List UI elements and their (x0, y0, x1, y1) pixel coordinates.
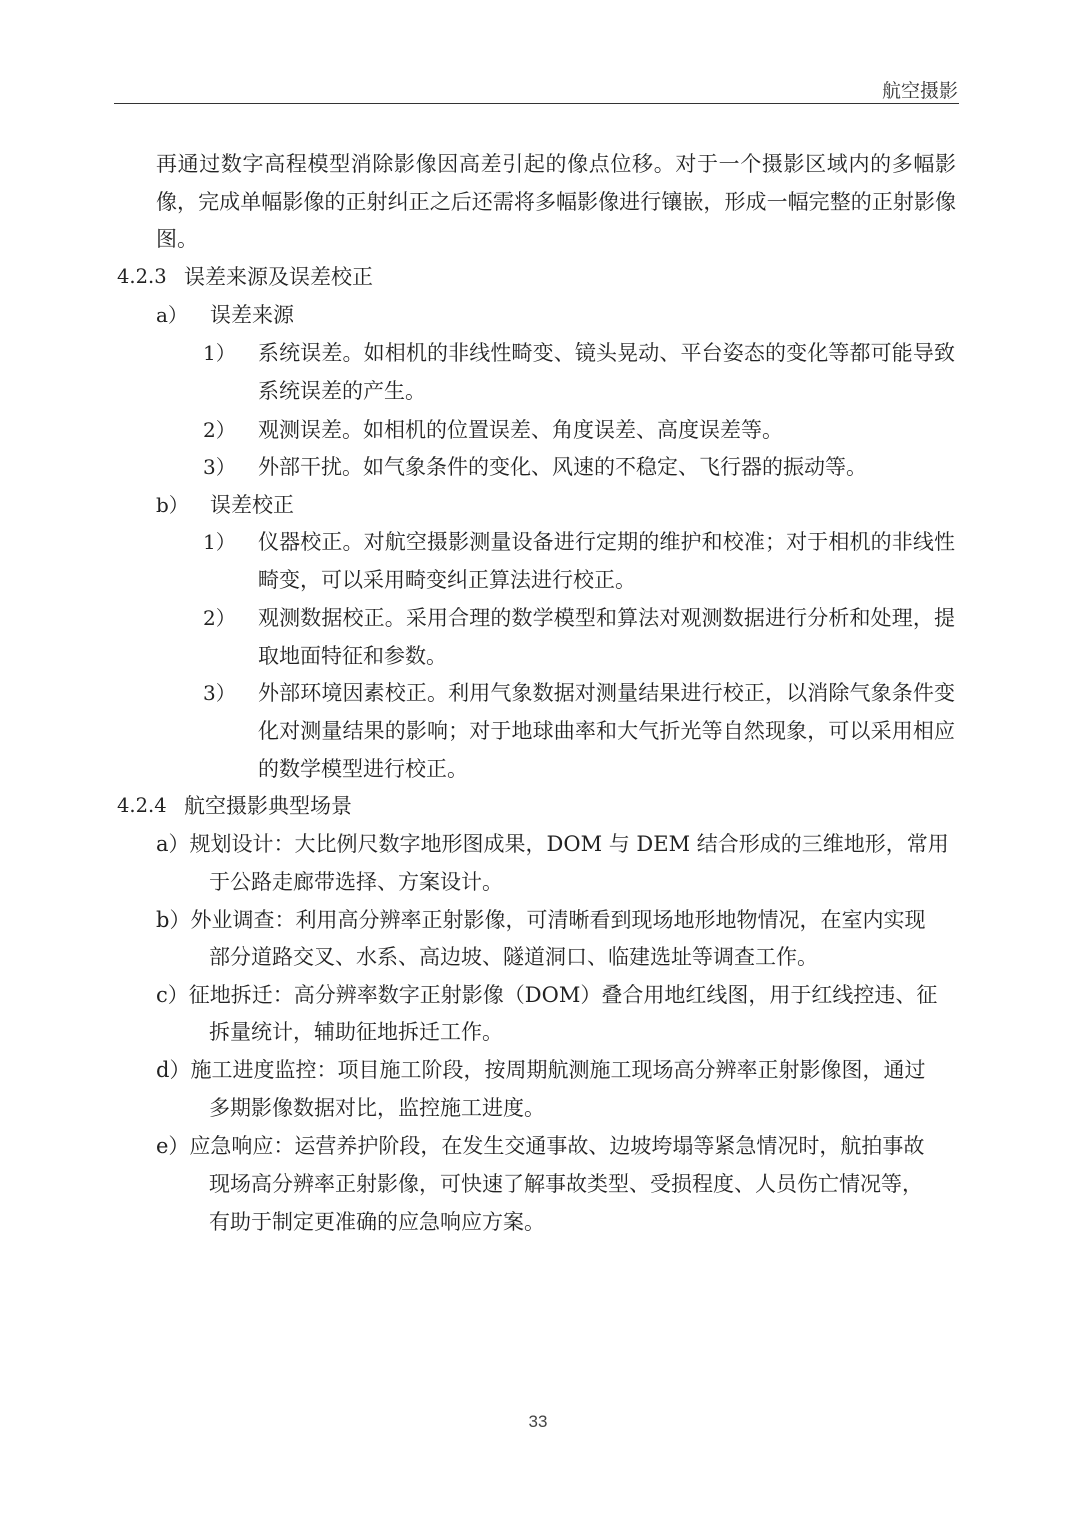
scene-item-line: 拆量统计，辅助征地拆迁工作。 (209, 1020, 503, 1044)
subsection-title: 误差来源 (210, 303, 294, 327)
section-title: 误差来源及误差校正 (184, 265, 373, 289)
scene-item-line: 部分道路交叉、水系、高边坡、隧道洞口、临建选址等调查工作。 (209, 945, 818, 969)
section-number: 4.2.3 (117, 265, 167, 288)
list-item-marker: 2） (203, 606, 236, 630)
list-item-text: 观测数据校正。采用合理的数学模型和算法对观测数据进行分析和处理，提取地面特征和参数。 (258, 606, 955, 668)
list-item-text: 观测误差。如相机的位置误差、角度误差、高度误差等。 (258, 418, 783, 442)
subsection-title: 误差校正 (210, 493, 294, 517)
list-item-marker: 3） (203, 455, 236, 479)
scene-item-line: 于公路走廊带选择、方案设计。 (209, 870, 503, 894)
list-item-marker: 3） (203, 681, 236, 705)
list-item-text: 外部干扰。如气象条件的变化、风速的不稳定、飞行器的振动等。 (258, 455, 867, 479)
scene-item-line: d）施工进度监控：项目施工阶段，按周期航测施工现场高分辨率正射影像图，通过 (156, 1058, 926, 1082)
subsection-marker: a） (156, 303, 188, 327)
section-title: 航空摄影典型场景 (184, 794, 352, 818)
intro-paragraph: 再通过数字高程模型消除影像因高差引起的像点位移。对于一个摄影区域内的多幅影像，完成单幅影像的正射纠正之后还需将多幅影像进行镶嵌，形成一幅完整的正射影像图。 (156, 152, 956, 251)
scene-item-line: 现场高分辨率正射影像，可快速了解事故类型、受损程度、人员伤亡情况等， (209, 1172, 923, 1196)
scene-item-line: 多期影像数据对比，监控施工进度。 (209, 1096, 545, 1120)
list-item-marker: 1） (203, 341, 236, 365)
list-item-text: 系统误差。如相机的非线性畸变、镜头晃动、平台姿态的变化等都可能导致系统误差的产生。 (258, 341, 955, 403)
list-item-marker: 1） (203, 530, 236, 554)
header-rule (114, 103, 959, 104)
scene-item-line: 有助于制定更准确的应急响应方案。 (209, 1210, 545, 1234)
running-header-title: 航空摄影 (881, 80, 958, 102)
scene-item-line: c）征地拆迁：高分辨率数字正射影像（DOM）叠合用地红线图，用于红线控违、征 (156, 983, 938, 1007)
list-item-text: 外部环境因素校正。利用气象数据对测量结果进行校正，以消除气象条件变化对测量结果的影响；对于地球曲率和大气折光等自然现象，可以采用相应的数学模型进行校正。 (258, 681, 955, 781)
list-item-marker: 2） (203, 418, 236, 442)
section-number: 4.2.4 (117, 794, 167, 817)
scene-item-line: a）规划设计：大比例尺数字地形图成果，DOM 与 DEM 结合形成的三维地形，常用 (156, 832, 949, 856)
scene-item-line: e）应急响应：运营养护阶段，在发生交通事故、边坡垮塌等紧急情况时，航拍事故 (156, 1134, 925, 1158)
list-item-text: 仪器校正。对航空摄影测量设备进行定期的维护和校准；对于相机的非线性畸变，可以采用畸变纠正算法进行校正。 (258, 530, 955, 592)
page-number: 33 (528, 1412, 548, 1431)
subsection-marker: b） (156, 493, 189, 517)
scene-item-line: b）外业调查：利用高分辨率正射影像，可清晰看到现场地形地物情况，在室内实现 (156, 908, 926, 932)
